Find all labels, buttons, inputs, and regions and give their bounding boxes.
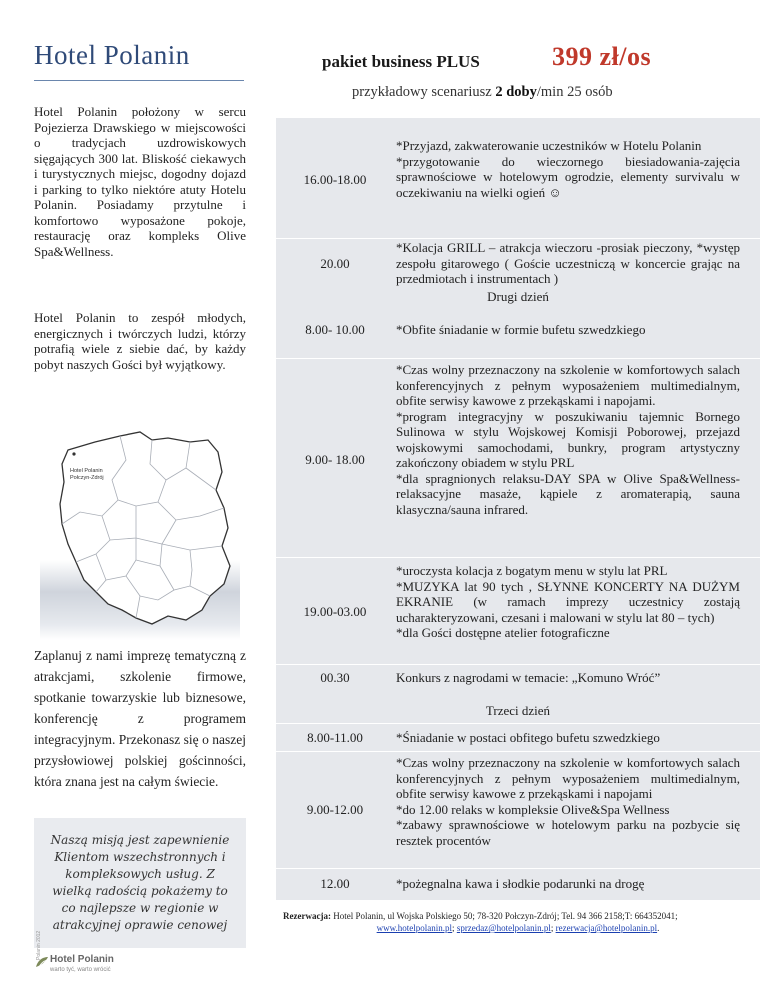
schedule-time: 9.00- 18.00 [305, 452, 365, 467]
schedule-description: *Obfite śniadanie w formie bufetu szwedzkiego [396, 322, 646, 337]
schedule-description: *Czas wolny przeznaczony na szkolenie w komfortowych salach konferencyjnych z pełnym wyposażeniem multimedialnym, obfite serwisy kawowe z przekąskami i napojami *do 12.00 relaks w kompleksie Olive&Spa Wellness *zabawy sprawnościowe w hotelowym parku na pozbycie się resztek procentów [396, 755, 740, 848]
schedule-time: 16.00-18.00 [303, 172, 367, 187]
schedule-description: *Kolacja GRILL – atrakcja wieczoru -prosiak pieczony, *występ zespołu gitarowego ( Goście uczestniczą w koncercie grając na przedmiotach i instrumentach ) [396, 240, 740, 286]
schedule-description: Konkurs z nagrodami w temacie: „Komuno Wróć” [396, 670, 661, 685]
sales-email-link[interactable]: sprzedaz@hotelpolanin.pl [456, 923, 551, 933]
row-divider [276, 751, 760, 752]
schedule-time: 12.00 [320, 876, 350, 891]
schedule-time: 00.30 [320, 670, 350, 685]
poland-map [40, 420, 240, 670]
schedule-time: 8.00- 10.00 [305, 322, 365, 337]
title-divider [34, 80, 244, 81]
day-heading: Trzeci dzień [485, 703, 551, 718]
row-divider [276, 868, 760, 869]
hotel-title: Hotel Polanin [34, 40, 190, 70]
package-price: 399 zł/os [552, 42, 652, 71]
row-divider [276, 358, 760, 359]
schedule-time: 20.00 [320, 256, 350, 271]
reservation-footer: Rezerwacja: Hotel Polanin, ul Wojska Polskiego 50; 78-320 Połczyn-Zdrój; Tel. 94 366 2158;T: 664352041; www.hotelpolanin.pl; sprzedaz@hotelpolanin.pl; rezerwacja@hotelpolanin.pl. [283, 911, 678, 933]
schedule-time: 19.00-03.00 [303, 604, 367, 619]
intro-paragraph: Hotel Polanin położony w sercu Pojezierza Drawskiego w miejscowości o tradycjach uzdrowiskowych sięgających 300 lat. Bliskość ciekawych i turystycznych miejsc, dogodny dojazd i parking to tylko niektóre atuty Hotelu Polanin. Posiadamy przytulne i komfortowo wyposażone pokoje, restaurację oraz kompleks Olive Spa&Wellness. [34, 104, 246, 259]
team-paragraph: Hotel Polanin to zespół młodych, energicznych i twórczych ludzi, którzy potrafią wiele z siebie dać, by każdy pobyt naszych Gości był wyjątkowy. [34, 310, 246, 372]
reservation-email-link[interactable]: rezerwacja@hotelpolanin.pl [555, 923, 658, 933]
invite-paragraph: Zaplanuj z nami imprezę tematyczną z atrakcjami, szkolenie firmowe, spotkanie towarzyskie lub biznesowe, konferencję z programem integracyjnym. Przekonasz się o naszej przysłowiowej polskiej gościnności, która znana jest na całym świecie. [34, 648, 246, 789]
vertical-note: Polanin 2012 [36, 930, 42, 960]
schedule-time: 9.00-12.00 [306, 802, 364, 817]
row-divider [276, 557, 760, 558]
schedule-description: *Śniadanie w postaci obfitego bufetu szwedzkiego [396, 730, 660, 745]
package-name: pakiet business PLUS [322, 52, 480, 71]
footer-label: Rezerwacja: [283, 911, 331, 921]
schedule-description: *Czas wolny przeznaczony na szkolenie w komfortowych salach konferencyjnych z pełnym wyposażeniem multimedialnym, obfite serwisy kawowe z przekąskami i napojami. *program integracyjny w poszukiwaniu tajemnic Bornego Sulinowa w stylu Wojskowej Komisji Poborowej, przejazd wojskowymi samochodami, bunkry, program artystyczny zakończony obiadem w stylu PRL *dla spragnionych relaksu-DAY SPA w Olive Spa&Wellness- relaksacyjne masaże, kąpiele z aromaterapią, sauna klasyczna/sauna infrared. [396, 362, 740, 517]
schedule-description: *Przyjazd, zakwaterowanie uczestników w Hotelu Polanin *przygotowanie do wieczornego biesiadowania-zajęcia sprawnościowe w hotelowym ogrodzie, elementy survivalu w oczekiwaniu na wielki ogień ☺ [396, 138, 740, 200]
poland-outline [60, 432, 230, 624]
schedule-description: *pożegnalna kawa i słodkie podarunki na drogę [396, 876, 645, 891]
scenario-suffix: /min 25 osób [536, 84, 613, 100]
website-link[interactable]: www.hotelpolanin.pl [376, 923, 453, 933]
hotel-location-marker [72, 452, 75, 455]
row-divider [276, 723, 760, 724]
map-label-town: Połczyn-Zdrój [70, 475, 104, 481]
mission-statement: Naszą misją jest zapewnienie Klientom wszechstronnych i kompleksowych usług. Z wielką radością pokażemy to co najlepsze w regionie w atrakcyjnej oprawie cenowej [50, 833, 230, 932]
schedule-description: *uroczysta kolacja z bogatym menu w stylu lat PRL *MUZYKA lat 90 tych , SŁYNNE KONCERTY NA DUŻYM EKRANIE (w ramach imprezy uczestnicy zostają ucharakteryzowani, czesani i malowani w stylu lat 80 – tych) *dla Gości dostępne atelier fotograficzne [396, 563, 740, 640]
scenario-line [352, 84, 613, 101]
footer-address: Hotel Polanin, ul Wojska Polskiego 50; 78-320 Połczyn-Zdrój; Tel. 94 366 2158;T: 664352041; [330, 911, 678, 921]
logo-name: Hotel Polanin [50, 954, 114, 965]
scenario-duration: 2 doby [495, 84, 537, 100]
schedule-time: 8.00-11.00 [307, 730, 363, 745]
logo-tagline: warto tyć, warto wrócić [50, 967, 111, 973]
row-divider [276, 664, 760, 665]
row-divider [276, 238, 760, 239]
day-heading: Drugi dzień [487, 289, 549, 304]
map-label-hotel: Hotel Polanin [70, 468, 103, 474]
scenario-prefix: przykładowy scenariusz [352, 84, 496, 100]
